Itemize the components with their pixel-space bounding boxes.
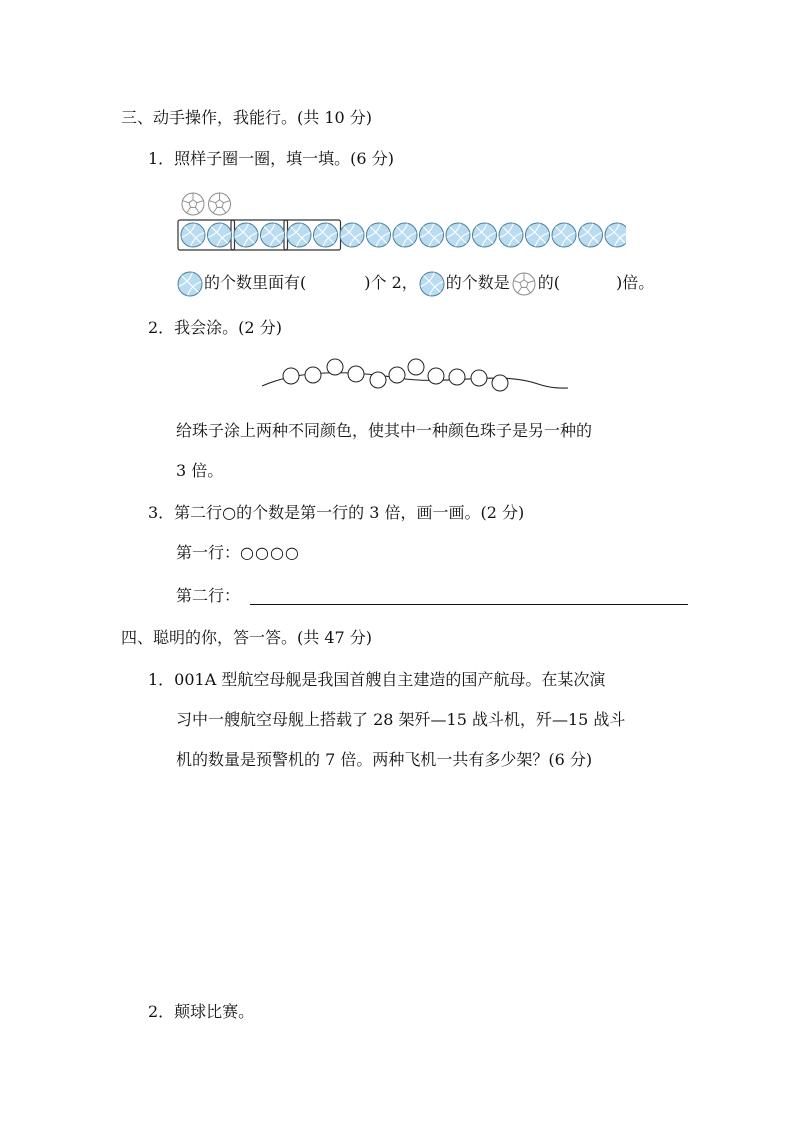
basketball [446,223,470,247]
basketball [208,223,232,247]
fill-text-3: 的个数是 [445,273,510,292]
basketball-icon [176,270,204,298]
q2-prompt: 2．我会涂。(2 分) [148,318,282,337]
ball-illustration [176,188,626,256]
basketball [552,223,576,247]
row2-answer-line[interactable] [250,604,688,605]
s4-q2-prompt: 2．颠球比赛。 [148,1002,255,1021]
bead[interactable] [370,372,386,388]
q3-row1 [176,543,300,563]
basketball [526,223,550,247]
bead[interactable] [471,370,487,386]
basketball [579,223,603,247]
bead[interactable] [327,359,343,375]
q1-prompt: 1．照样子圈一圈，填一填。(6 分) [148,149,394,168]
row1-label: 第一行： [176,543,241,562]
q2-instruction-line1: 给珠子涂上两种不同颜色，使其中一种颜色珠子是另一种的 [176,421,593,440]
q1-fill-line [176,268,654,298]
s4-q1-line1: 1．001A 型航空母舰是我国首艘自主建造的国产航母。在某次演 [148,670,606,689]
soccer-ball [182,193,204,215]
basketball [367,223,391,247]
fill-text-5: )倍。 [616,273,655,292]
bead[interactable] [492,375,508,391]
basketball [473,223,497,247]
basketball [340,223,364,247]
bead[interactable] [348,366,364,382]
fill-text-1: 的个数里面有( [204,273,307,292]
bead[interactable] [428,368,444,384]
bead-string [258,356,570,398]
row1-circles: ○○○○ [240,543,300,562]
basketball-icon [418,270,446,298]
basketball [499,223,523,247]
basketball [261,223,285,247]
section4-title: 四、聪明的你，答一答。(共 47 分) [121,628,373,647]
section3-title: 三、动手操作，我能行。(共 10 分) [121,108,373,127]
bead[interactable] [389,367,405,383]
soccer-ball [209,193,231,215]
basketball [181,223,205,247]
basketball [393,223,417,247]
basketball [314,223,338,247]
basketball [420,223,444,247]
s4-q1-line2: 习中一艘航空母舰上搭载了 28 架歼—15 战斗机，歼—15 战斗 [176,710,626,729]
bead[interactable] [449,369,465,385]
s4-q1-line3: 机的数量是预警机的 7 倍。两种飞机一共有多少架？(6 分) [176,750,593,769]
fill-text-4: 的( [537,273,561,292]
q2-instruction-line2: 3 倍。 [176,461,224,480]
basketball [234,223,258,247]
bead[interactable] [283,368,299,384]
q3-prompt: 3．第二行○的个数是第一行的 3 倍，画一画。(2 分) [148,503,525,522]
row2-label: 第二行： [176,586,241,605]
basketball [287,223,311,247]
bead[interactable] [305,367,321,383]
bead[interactable] [408,359,424,375]
fill-text-2: )个 2， [364,273,418,292]
soccer-ball-icon [510,270,538,298]
basketball [605,223,626,247]
